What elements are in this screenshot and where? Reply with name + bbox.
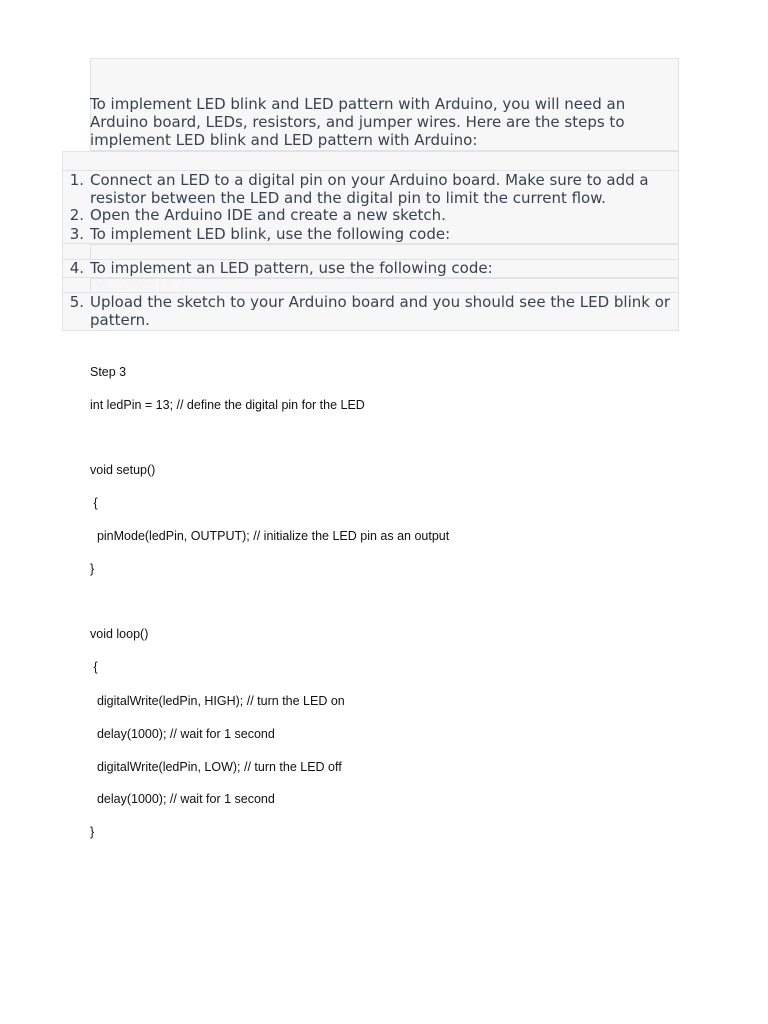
step-number: 4. (69, 259, 84, 277)
code-line: { (90, 496, 98, 510)
step-number: 3. (69, 225, 84, 243)
code-line: void loop() (90, 627, 149, 641)
code-line: pinMode(ledPin, OUTPUT); // initialize the LED pin as an output (90, 529, 450, 543)
step-number: 2. (69, 206, 84, 224)
code-line: digitalWrite(ledPin, HIGH); // turn the LED on (90, 694, 345, 708)
code-line: } (90, 825, 95, 839)
intro-paragraph: To implement LED blink and LED pattern with Arduino, you will need an Arduino board, LEDs, resistors, and jumper wires. Here are the steps to implement LED blink and LED pattern with Arduino: (90, 95, 626, 149)
step-number: 1. (69, 171, 84, 189)
step-text: To implement LED blink, use the following code: (90, 225, 451, 243)
step-text: Connect an LED to a digital pin on your Arduino board. Make sure to add a resistor between the LED and the digital pin to limit the current flow. (90, 171, 649, 207)
code-line: int ledPin = 13; // define the digital pin for the LED (90, 398, 365, 412)
step-text: Open the Arduino IDE and create a new sketch. (90, 206, 446, 224)
faint-code-snippet: int ledPins[] = { (96, 279, 185, 292)
code-line: } (90, 562, 95, 576)
code-block-box-1 (90, 244, 679, 260)
code-line: void setup() (90, 463, 156, 477)
code-line: { (90, 660, 98, 674)
code-line: delay(1000); // wait for 1 second (90, 792, 275, 806)
code-line: delay(1000); // wait for 1 second (90, 727, 275, 741)
step-number: 5. (69, 293, 84, 311)
step-text: To implement an LED pattern, use the following code: (90, 259, 493, 277)
code-line: digitalWrite(ledPin, LOW); // turn the LED off (90, 760, 342, 774)
step-text: Upload the sketch to your Arduino board and you should see the LED blink or pattern. (90, 293, 671, 329)
section-heading: Step 3 (90, 365, 127, 379)
